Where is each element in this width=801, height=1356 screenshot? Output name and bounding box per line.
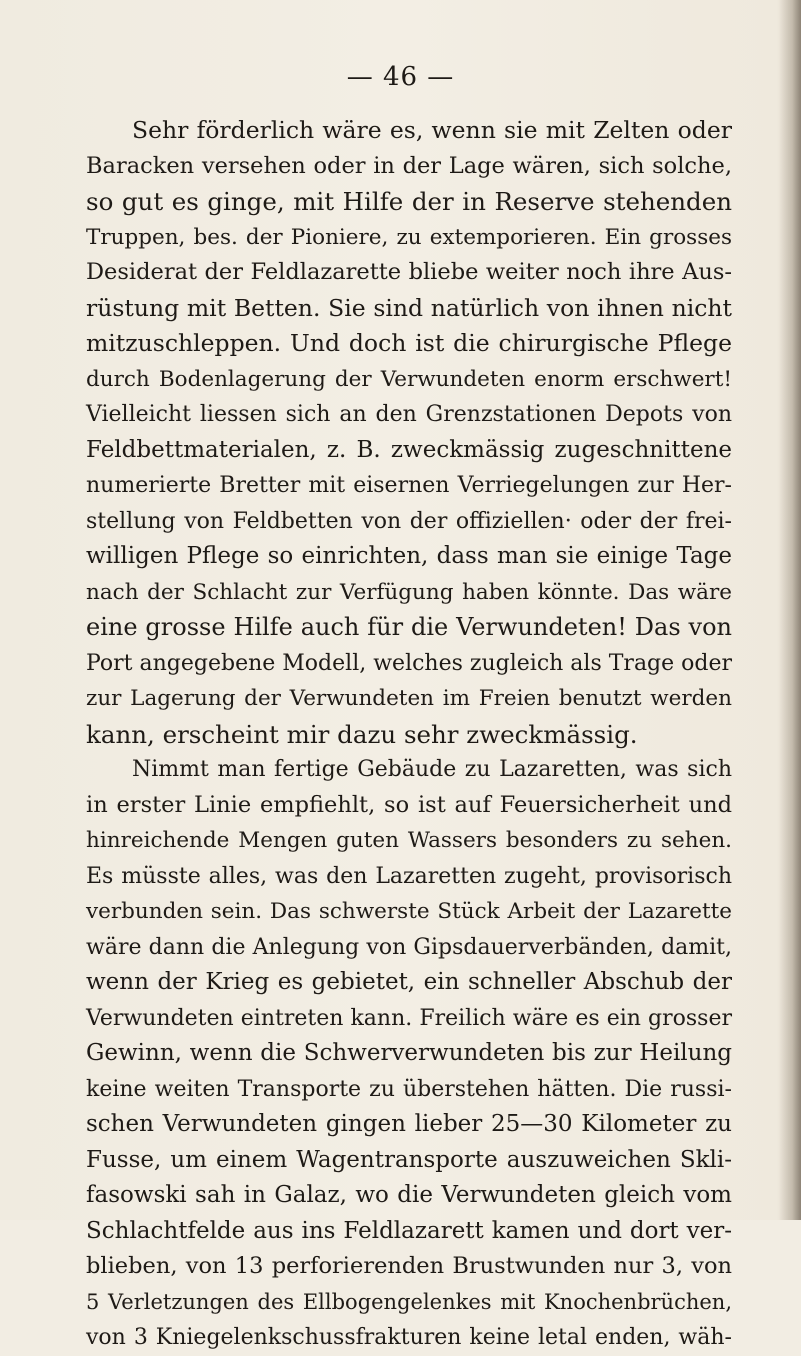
text-line: Gewinn, wenn die Schwerverwundeten bis zur Heilung	[86, 1040, 732, 1066]
text-line: blieben, von 13 perforierenden Brustwunden nur 3, von	[86, 1253, 732, 1279]
text-line: wäre dann die Anlegung von Gipsdauerverbänden, damit,	[86, 934, 732, 960]
page-edge-shadow	[779, 0, 801, 1220]
text-line: schen Verwundeten gingen lieber 25—30 Kilometer zu	[86, 1111, 732, 1137]
text-line: fasowski sah in Galaz, wo die Verwundeten gleich vom	[86, 1182, 732, 1208]
text-line: Es müsste alles, was den Lazaretten zugeht, provisorisch	[86, 863, 732, 889]
text-line: numerierte Bretter mit eisernen Verriegelungen zur Her-	[86, 473, 732, 498]
text-line: Sehr förderlich wäre es, wenn sie mit Zelten oder	[132, 116, 732, 144]
text-line: stellung von Feldbetten von der offiziellen· oder der frei-	[86, 508, 732, 534]
text-line: durch Bodenlagerung der Verwundeten enorm erschwert!	[86, 366, 732, 392]
text-line: zur Lagerung der Verwundeten im Freien benutzt werden	[86, 686, 732, 711]
text-line: so gut es ginge, mit Hilfe der in Reserve stehenden	[86, 187, 732, 216]
body-text	[86, 113, 732, 1356]
text-line: Feldbettmaterialen, z. B. zweckmässig zugeschnittene	[86, 436, 732, 463]
text-line: rüstung mit Betten. Sie sind natürlich von ihnen nicht	[86, 293, 732, 322]
text-line: von 3 Kniegelenkschussfrakturen keine letal enden, wäh-	[86, 1325, 732, 1350]
page-number: — 46 —	[346, 62, 455, 92]
text-line: in erster Linie empfiehlt, so ist auf Feuersicherheit und	[86, 791, 732, 818]
text-line: Desiderat der Feldlazarette bliebe weiter noch ihre Aus-	[86, 259, 732, 285]
text-line: mitzuschleppen. Und doch ist die chirurgische Pflege	[86, 329, 732, 357]
text-line: nach der Schlacht zur Verfügung haben könnte. Das wäre	[86, 579, 732, 605]
text-line: Schlachtfelde aus ins Feldlazarett kamen und dort ver-	[86, 1217, 732, 1244]
text-line: Port angegebene Modell, welches zugleich als Trage oder	[86, 650, 733, 676]
text-line: wenn der Krieg es gebietet, ein schneller Abschub der	[86, 969, 732, 995]
text-line: verbunden sein. Das schwerste Stück Arbeit der Lazarette	[86, 899, 732, 924]
text-line: Truppen, bes. der Pioniere, zu extemporieren. Ein grosses	[86, 224, 732, 250]
text-line: Verwundeten eintreten kann. Freilich wäre es ein grosser	[86, 1005, 732, 1031]
text-line: Vielleicht liessen sich an den Grenzstationen Depots von	[86, 402, 732, 427]
text-line: Fusse, um einem Wagentransporte auszuweichen Skli-	[86, 1146, 732, 1173]
text-line: 5 Verletzungen des Ellbogengelenkes mit Knochenbrüchen,	[86, 1289, 732, 1314]
text-line: kann, erscheint mir dazu sehr zweckmässig.	[86, 719, 638, 749]
text-line: Baracken versehen oder in der Lage wären, sich solche,	[86, 152, 732, 179]
text-line: hinreichende Mengen guten Wassers besonders zu sehen.	[86, 828, 732, 853]
text-line: Nimmt man fertige Gebäude zu Lazaretten, was sich	[132, 757, 732, 782]
text-line: keine weiten Transporte zu überstehen hätten. Die russi-	[86, 1076, 732, 1102]
text-line: eine grosse Hilfe auch für die Verwundeten! Das von	[86, 613, 732, 641]
text-line: willigen Pflege so einrichten, dass man sie einige Tage	[86, 543, 732, 569]
